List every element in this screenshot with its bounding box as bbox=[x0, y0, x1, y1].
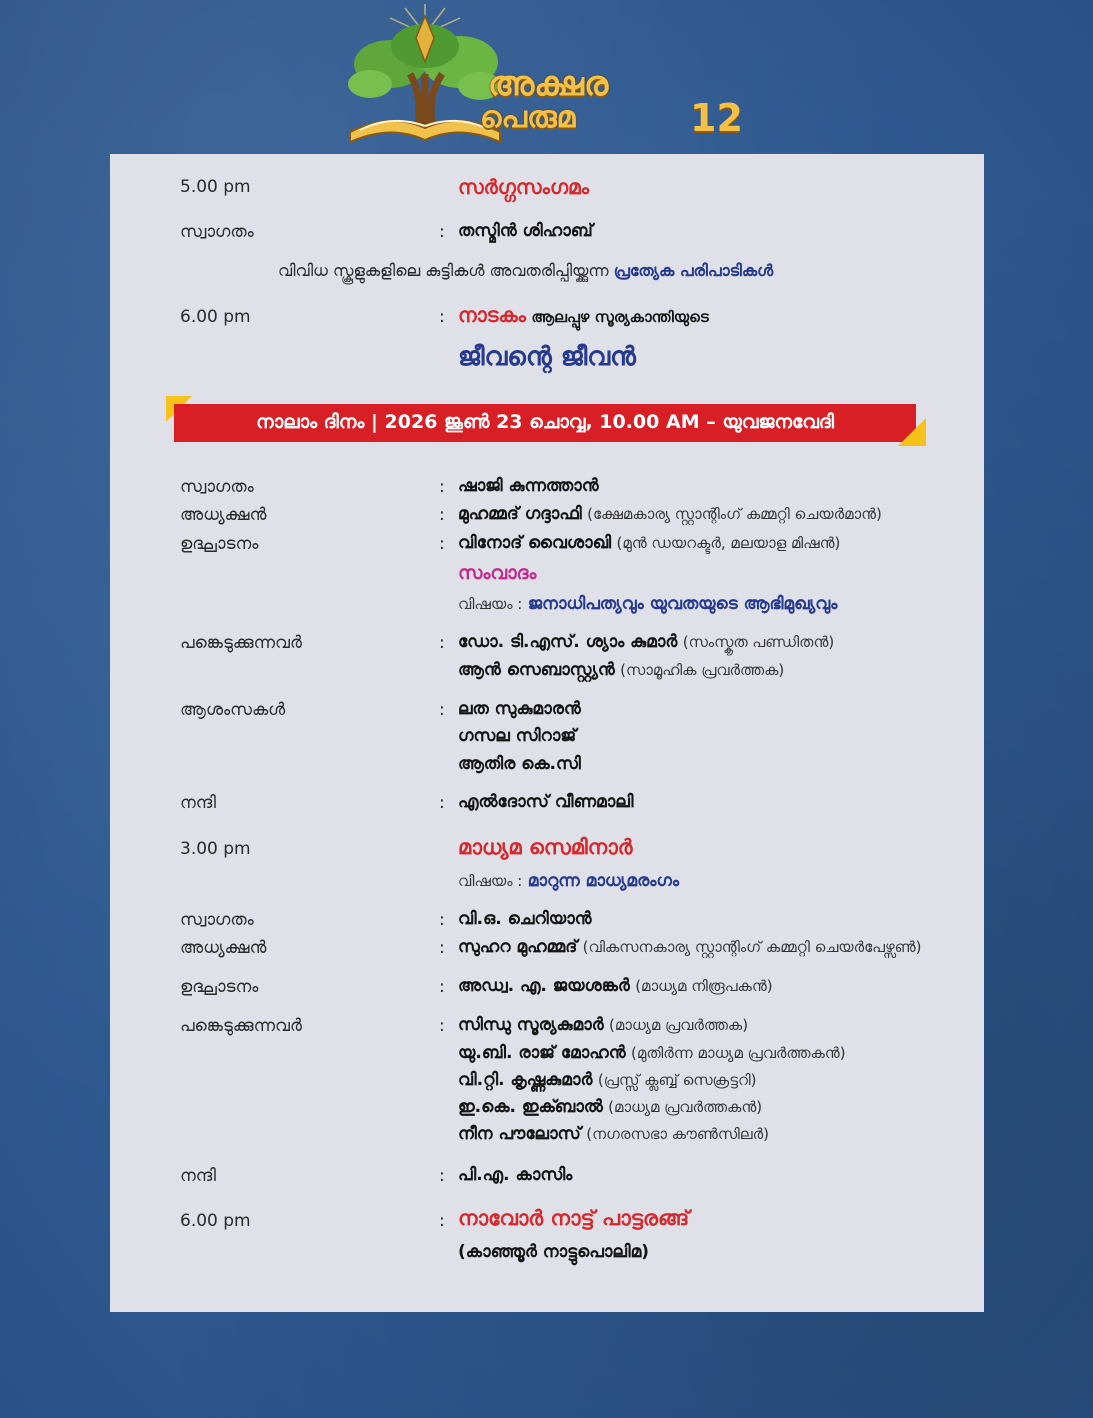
person-role: (സാമൂഹിക പ്രവർത്തക) bbox=[620, 661, 785, 679]
colon: : bbox=[439, 1211, 445, 1231]
person-entry bbox=[458, 1097, 762, 1117]
person-entry bbox=[458, 533, 840, 553]
topic-label: വിഷയം : bbox=[458, 595, 523, 613]
person-name: തസ്മിൻ ശിഹാബ് bbox=[458, 221, 593, 241]
role-label: നന്ദി bbox=[180, 1166, 216, 1186]
topic-line bbox=[458, 871, 679, 891]
person-name: സുഹറ മുഹമ്മദ് bbox=[458, 937, 578, 957]
person-role: (നഗരസഭാ കൗൺസിലർ) bbox=[586, 1125, 769, 1143]
person-name: വിനോദ് വൈശാഖി bbox=[458, 533, 612, 553]
colon: : bbox=[439, 1166, 445, 1186]
person-name: മുഹമ്മദ് ഗദ്ദാഫി bbox=[458, 504, 582, 524]
time-label: 6.00 pm bbox=[180, 307, 251, 327]
debate-title: സംവാദം bbox=[458, 562, 537, 584]
programme-note bbox=[278, 261, 773, 281]
event-title: നാവോർ നാട്ട് പാട്ടരങ്ങ് bbox=[458, 1206, 690, 1230]
person-entry bbox=[458, 1124, 769, 1144]
person-entry bbox=[458, 1043, 846, 1063]
person-role: (മുതിർന്ന മാധ്യമ പ്രവർത്തകൻ) bbox=[631, 1044, 846, 1062]
colon: : bbox=[439, 700, 445, 720]
person-role: (പ്രസ്സ് ക്ലബ്ബ് സെക്രട്ടറി) bbox=[597, 1071, 757, 1089]
colon: : bbox=[439, 1016, 445, 1036]
person-name: സിന്ധു സൂര്യകുമാർ bbox=[458, 1015, 604, 1035]
person-role: (വികസനകാര്യ സ്റ്റാന്റിംഗ് കമ്മറ്റി ചെയർപേഴ്സൺ) bbox=[582, 938, 922, 956]
person-role: (ക്ഷേമകാര്യ സ്റ്റാന്റിംഗ് കമ്മറ്റി ചെയർമാൻ) bbox=[587, 505, 882, 523]
time-label: 6.00 pm bbox=[180, 1211, 251, 1231]
time-label: 3.00 pm bbox=[180, 839, 251, 859]
logo-title-line1: അക്ഷര bbox=[488, 64, 609, 104]
drama-troupe: ആലപ്പുഴ സൂര്യകാന്തിയുടെ bbox=[531, 308, 709, 326]
event-title: മാധ്യമ സെമിനാർ bbox=[458, 835, 633, 859]
person-name: ഇ.കെ. ഇക്ബാൽ bbox=[458, 1097, 603, 1117]
topic-label: വിഷയം : bbox=[458, 872, 523, 890]
colon: : bbox=[439, 222, 445, 242]
drama-line bbox=[458, 303, 709, 327]
person-name: ആതിര കെ.സി bbox=[458, 754, 581, 774]
colon: : bbox=[439, 534, 445, 554]
role-label: സ്വാഗതം bbox=[180, 910, 254, 930]
person-name: നീന പൗലോസ് bbox=[458, 1124, 581, 1144]
role-label: അധ്യക്ഷൻ bbox=[180, 938, 267, 958]
logo-title-line2: പെരുമ bbox=[480, 100, 576, 135]
day-banner bbox=[174, 404, 916, 442]
topic-text: മാറുന്ന മാധ്യമരംഗം bbox=[527, 871, 679, 891]
topic-line bbox=[458, 594, 837, 614]
event-title: സർഗ്ഗസംഗമം bbox=[458, 175, 589, 199]
day-banner-text: നാലാം ദിനം | 2026 ജൂൺ 23 ചൊവ്വ, 10.00 AM – യുവജനവേദി bbox=[256, 411, 834, 433]
person-role: (സംസ്കൃത പണ്ഡിതൻ) bbox=[682, 633, 835, 651]
role-label: പങ്കെടുക്കുന്നവർ bbox=[180, 1016, 302, 1036]
person-role: (മുൻ ഡയറക്ടർ, മലയാള മിഷൻ) bbox=[616, 534, 841, 552]
colon: : bbox=[439, 307, 445, 327]
drama-title: ജീവന്റെ ജീവൻ bbox=[458, 342, 636, 372]
person-entry bbox=[458, 937, 921, 957]
role-label: പങ്കെടുക്കുന്നവർ bbox=[180, 633, 302, 653]
person-name: യു.ബി. രാജ് മോഹൻ bbox=[458, 1043, 626, 1063]
colon: : bbox=[439, 977, 445, 997]
colon: : bbox=[439, 938, 445, 958]
person-name: ഗസല സിറാജ് bbox=[458, 726, 577, 746]
topic-text: ജനാധിപത്യവും യുവതയുടെ ആഭിമുഖ്യവും bbox=[527, 594, 838, 614]
person-role: (മാധ്യമ നിരൂപകൻ) bbox=[635, 977, 773, 995]
person-name: ആൻ സെബാസ്റ്റ്യൻ bbox=[458, 660, 615, 680]
note-text: വിവിധ സ്കൂളുകളിലെ കുട്ടികൾ അവതരിപ്പിയ്ക്കുന്ന bbox=[278, 261, 609, 280]
banner-corner-right bbox=[898, 418, 926, 446]
person-name: വി.റ്റി. കൃഷ്ണകുമാർ bbox=[458, 1070, 593, 1090]
person-name: ഡോ. ടി.എസ്. ശ്യാം കുമാർ bbox=[458, 632, 678, 652]
person-entry bbox=[458, 632, 834, 652]
person-name: എൽദോസ് വീണമാലി bbox=[458, 792, 634, 812]
note-highlight: പ്രത്യേക പരിപാടികൾ bbox=[613, 261, 774, 280]
person-name: ഷാജി കുന്നത്താൻ bbox=[458, 476, 599, 496]
role-label: നന്ദി bbox=[180, 793, 216, 813]
person-role: (മാധ്യമ പ്രവർത്തക) bbox=[609, 1016, 749, 1034]
person-name: വി.ഒ. ചെറിയാൻ bbox=[458, 909, 592, 929]
person-entry bbox=[458, 976, 773, 996]
person-name: പി.എ. കാസിം bbox=[458, 1165, 573, 1185]
role-label: ആശംസകൾ bbox=[180, 700, 286, 720]
colon: : bbox=[439, 477, 445, 497]
colon: : bbox=[439, 633, 445, 653]
colon: : bbox=[439, 910, 445, 930]
event-subtitle: (കാഞ്ഞൂർ നാട്ടുപൊലിമ) bbox=[458, 1242, 650, 1262]
person-entry bbox=[458, 1015, 748, 1035]
role-label: ഉദ്ഘാടനം bbox=[180, 534, 259, 554]
person-entry bbox=[458, 504, 882, 524]
drama-label: നാടകം bbox=[458, 303, 526, 327]
person-role: (മാധ്യമ പ്രവർത്തകൻ) bbox=[608, 1098, 763, 1116]
logo-edition-number: 12 bbox=[690, 96, 743, 140]
person-entry bbox=[458, 1070, 756, 1090]
role-label: അധ്യക്ഷൻ bbox=[180, 505, 267, 525]
colon: : bbox=[439, 505, 445, 525]
person-entry bbox=[458, 660, 784, 680]
role-label: ഉദ്ഘാടനം bbox=[180, 977, 259, 997]
role-label: സ്വാഗതം bbox=[180, 477, 254, 497]
role-label: സ്വാഗതം bbox=[180, 222, 254, 242]
time-label: 5.00 pm bbox=[180, 177, 251, 197]
person-name: അഡ്വ. എ. ജയശങ്കർ bbox=[458, 976, 630, 996]
person-name: ലത സുകുമാരൻ bbox=[458, 699, 581, 719]
event-logo bbox=[330, 4, 760, 154]
colon: : bbox=[439, 793, 445, 813]
